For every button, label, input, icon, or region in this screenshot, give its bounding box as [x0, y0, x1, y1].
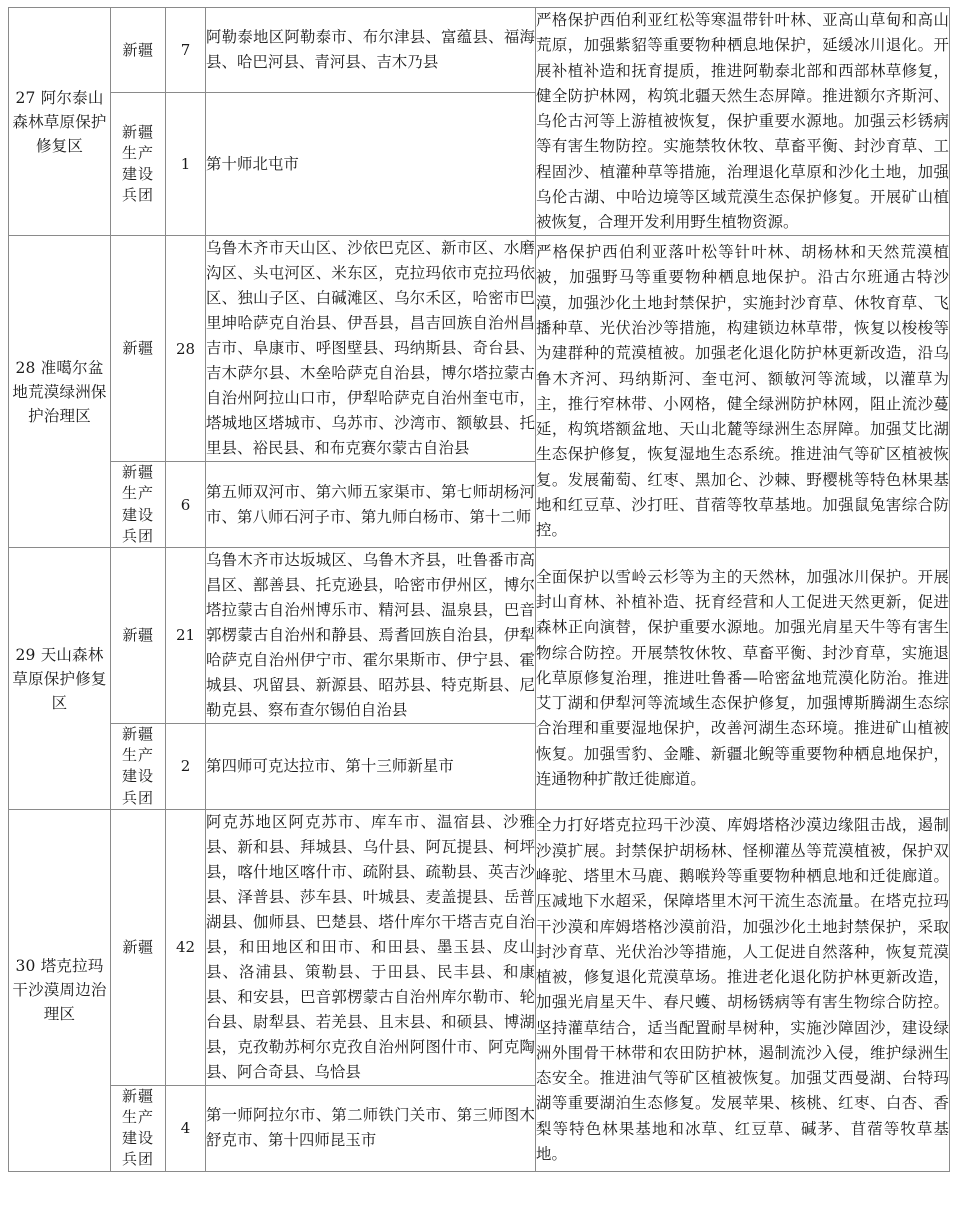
- province-cell: 新疆: [111, 8, 166, 93]
- counties-cell: 阿克苏地区阿克苏市、库车市、温宿县、沙雅县、新和县、拜城县、乌什县、阿瓦提县、柯坪县，喀什地区喀什市、疏附县、疏勒县、英吉沙县、泽普县、莎车县、叶城县、麦盖提县、岳普湖县、伽师县、巴楚县、塔什库尔干塔吉克自治县，和田地区和田市、和田县、墨玉县、皮山县、洛浦县、策勒县、于田县、民丰县、和康县、和安县，巴音郭楞蒙古自治州库尔勒市、轮台县、尉犁县、若羌县、且末县、和硕县、博湖县，克孜勒苏柯尔克孜自治州阿图什市、阿克陶县、阿合奇县、乌恰县: [206, 810, 536, 1085]
- counties-cell: 乌鲁木齐市达坂城区、乌鲁木齐县，吐鲁番市高昌区、鄯善县、托克逊县，哈密市伊州区，博尔塔拉蒙古自治州博乐市、精河县、温泉县，巴音郭楞蒙古自治州和静县、焉耆回族自治县，伊犁哈萨克自治州伊宁市、霍尔果斯市、伊宁县、霍城县、巩留县、新源县、昭苏县、特克斯县、尼勒克县、察布查尔锡伯自治县: [206, 548, 536, 724]
- measures-cell: 严格保护西伯利亚红松等寒温带针叶林、亚高山草甸和高山荒原，加强紫貂等重要物种栖息地保护，延缓冰川退化。开展补植补造和抚育提质，推进阿勒泰北部和西部林草修复，健全防护林网，构筑北疆天然生态屏障。推进额尔齐斯河、乌伦古河等上游植被恢复，保护重要水源地。加强云杉锈病等有害生物防控。实施禁牧休牧、草畜平衡、封沙育草、工程固沙、植灌种草等措施，治理退化草原和沙化土地，加强乌伦古湖、中哈边境等区域荒漠生态保护修复。开展矿山植被恢复，合理开发利用野生植物资源。: [536, 8, 950, 236]
- zone-name-cell: 30 塔克拉玛干沙漠周边治理区: [9, 810, 111, 1172]
- province-cell: 新疆 生产 建设 兵团: [111, 461, 166, 547]
- province-cell: 新疆: [111, 236, 166, 462]
- table-row: [9, 810, 950, 1085]
- province-cell: 新疆 生产 建设 兵团: [111, 92, 166, 236]
- county-count-cell: 42: [166, 810, 206, 1085]
- counties-cell: 乌鲁木齐市天山区、沙依巴克区、新市区、水磨沟区、头屯河区、米东区，克拉玛依市克拉玛依区、独山子区、白碱滩区、乌尔禾区，哈密市巴里坤哈萨克自治县、伊吾县，昌吉回族自治州昌吉市、阜康市、呼图壁县、玛纳斯县、奇台县、吉木萨尔县、木垒哈萨克自治县，博尔塔拉蒙古自治州阿拉山口市，伊犁哈萨克自治州奎屯市，塔城地区塔城市、乌苏市、沙湾市、额敏县、托里县、裕民县、和布克赛尔蒙古自治县: [206, 236, 536, 462]
- county-count-cell: 7: [166, 8, 206, 93]
- counties-cell: 第五师双河市、第六师五家渠市、第七师胡杨河市、第八师石河子市、第九师白杨市、第十二师: [206, 461, 536, 547]
- province-cell: 新疆 生产 建设 兵团: [111, 1085, 166, 1171]
- measures-cell: 严格保护西伯利亚落叶松等针叶林、胡杨林和天然荒漠植被，加强野马等重要物种栖息地保护。沿古尔班通古特沙漠，加强沙化土地封禁保护，实施封沙育草、休牧育草、飞播种草、光伏治沙等措施，构建锁边林草带，恢复以梭梭等为建群种的荒漠植被。加强老化退化防护林更新改造，沿乌鲁木齐河、玛纳斯河、奎屯河、额敏河等流域，以灌草为主，推行窄林带、小网格，健全绿洲防护林网，阻止流沙蔓延，构筑塔额盆地、天山北麓等绿洲生态屏障。加强艾比湖生态保护修复，恢复湿地生态系统。推进油气等矿区植被恢复。发展葡萄、红枣、黑加仑、沙棘、野樱桃等特色林果基地和红豆草、沙打旺、苜蓿等牧草基地。加强鼠兔害综合防控。: [536, 236, 950, 548]
- ecological-zone-table: [8, 7, 950, 1172]
- county-count-cell: 1: [166, 92, 206, 236]
- county-count-cell: 2: [166, 723, 206, 809]
- counties-cell: 阿勒泰地区阿勒泰市、布尔津县、富蕴县、福海县、哈巴河县、青河县、吉木乃县: [206, 8, 536, 93]
- counties-cell: 第十师北屯市: [206, 92, 536, 236]
- table-body: [9, 8, 950, 1172]
- measures-cell: 全力打好塔克拉玛干沙漠、库姆塔格沙漠边缘阻击战，遏制沙漠扩展。封禁保护胡杨林、怪柳灌丛等荒漠植被，保护双峰驼、塔里木马鹿、鹅喉羚等重要物种栖息地和迁徙廊道。压减地下水超采，保障塔里木河干流生态流量。在塔克拉玛干沙漠和库姆塔格沙漠前沿，加强沙化土地封禁保护，采取封沙育草、光伏治沙等措施，人工促进自然落种，恢复荒漠植被，修复退化荒漠草场。推进老化退化防护林更新改造，加强光肩星天牛、春尺蠖、胡杨锈病等有害生物综合防控。坚持灌草结合，适当配置耐旱树种，实施沙障固沙，建设绿洲外围骨干林带和农田防护林，遏制流沙入侵，维护绿洲生态安全。推进油气等矿区植被恢复。加强艾西曼湖、台特玛湖等重要湖泊生态修复。发展苹果、核桃、红枣、白杏、香梨等特色林果基地和冰草、红豆草、碱茅、苜蓿等牧草基地。: [536, 810, 950, 1172]
- province-cell: 新疆: [111, 548, 166, 724]
- county-count-cell: 4: [166, 1085, 206, 1171]
- table-row: [9, 548, 950, 724]
- county-count-cell: 28: [166, 236, 206, 462]
- table-row: [9, 236, 950, 462]
- table-row: [9, 8, 950, 93]
- county-count-cell: 6: [166, 461, 206, 547]
- counties-cell: 第一师阿拉尔市、第二师铁门关市、第三师图木舒克市、第十四师昆玉市: [206, 1085, 536, 1171]
- province-cell: 新疆 生产 建设 兵团: [111, 723, 166, 809]
- zone-name-cell: 28 准噶尔盆地荒漠绿洲保护治理区: [9, 236, 111, 548]
- measures-cell: 全面保护以雪岭云杉等为主的天然林，加强冰川保护。开展封山育林、补植补造、抚育经营和人工促进天然更新，促进森林正向演替，保护重要水源地。加强光肩星天牛等有害生物综合防控。开展禁牧休牧、草畜平衡、封沙育草，实施退化草原修复治理，推进吐鲁番—哈密盆地荒漠化防治。推进艾丁湖和伊犁河等流域生态保护修复，加强博斯腾湖生态综合治理和重要湿地保护，改善河湖生态环境。推进矿山植被恢复。加强雪豹、金雕、新疆北鲵等重要物种栖息地保护，连通物种扩散迁徙廊道。: [536, 548, 950, 810]
- county-count-cell: 21: [166, 548, 206, 724]
- counties-cell: 第四师可克达拉市、第十三师新星市: [206, 723, 536, 809]
- province-cell: 新疆: [111, 810, 166, 1085]
- zone-name-cell: 29 天山森林草原保护修复区: [9, 548, 111, 810]
- zone-name-cell: 27 阿尔泰山森林草原保护修复区: [9, 8, 111, 236]
